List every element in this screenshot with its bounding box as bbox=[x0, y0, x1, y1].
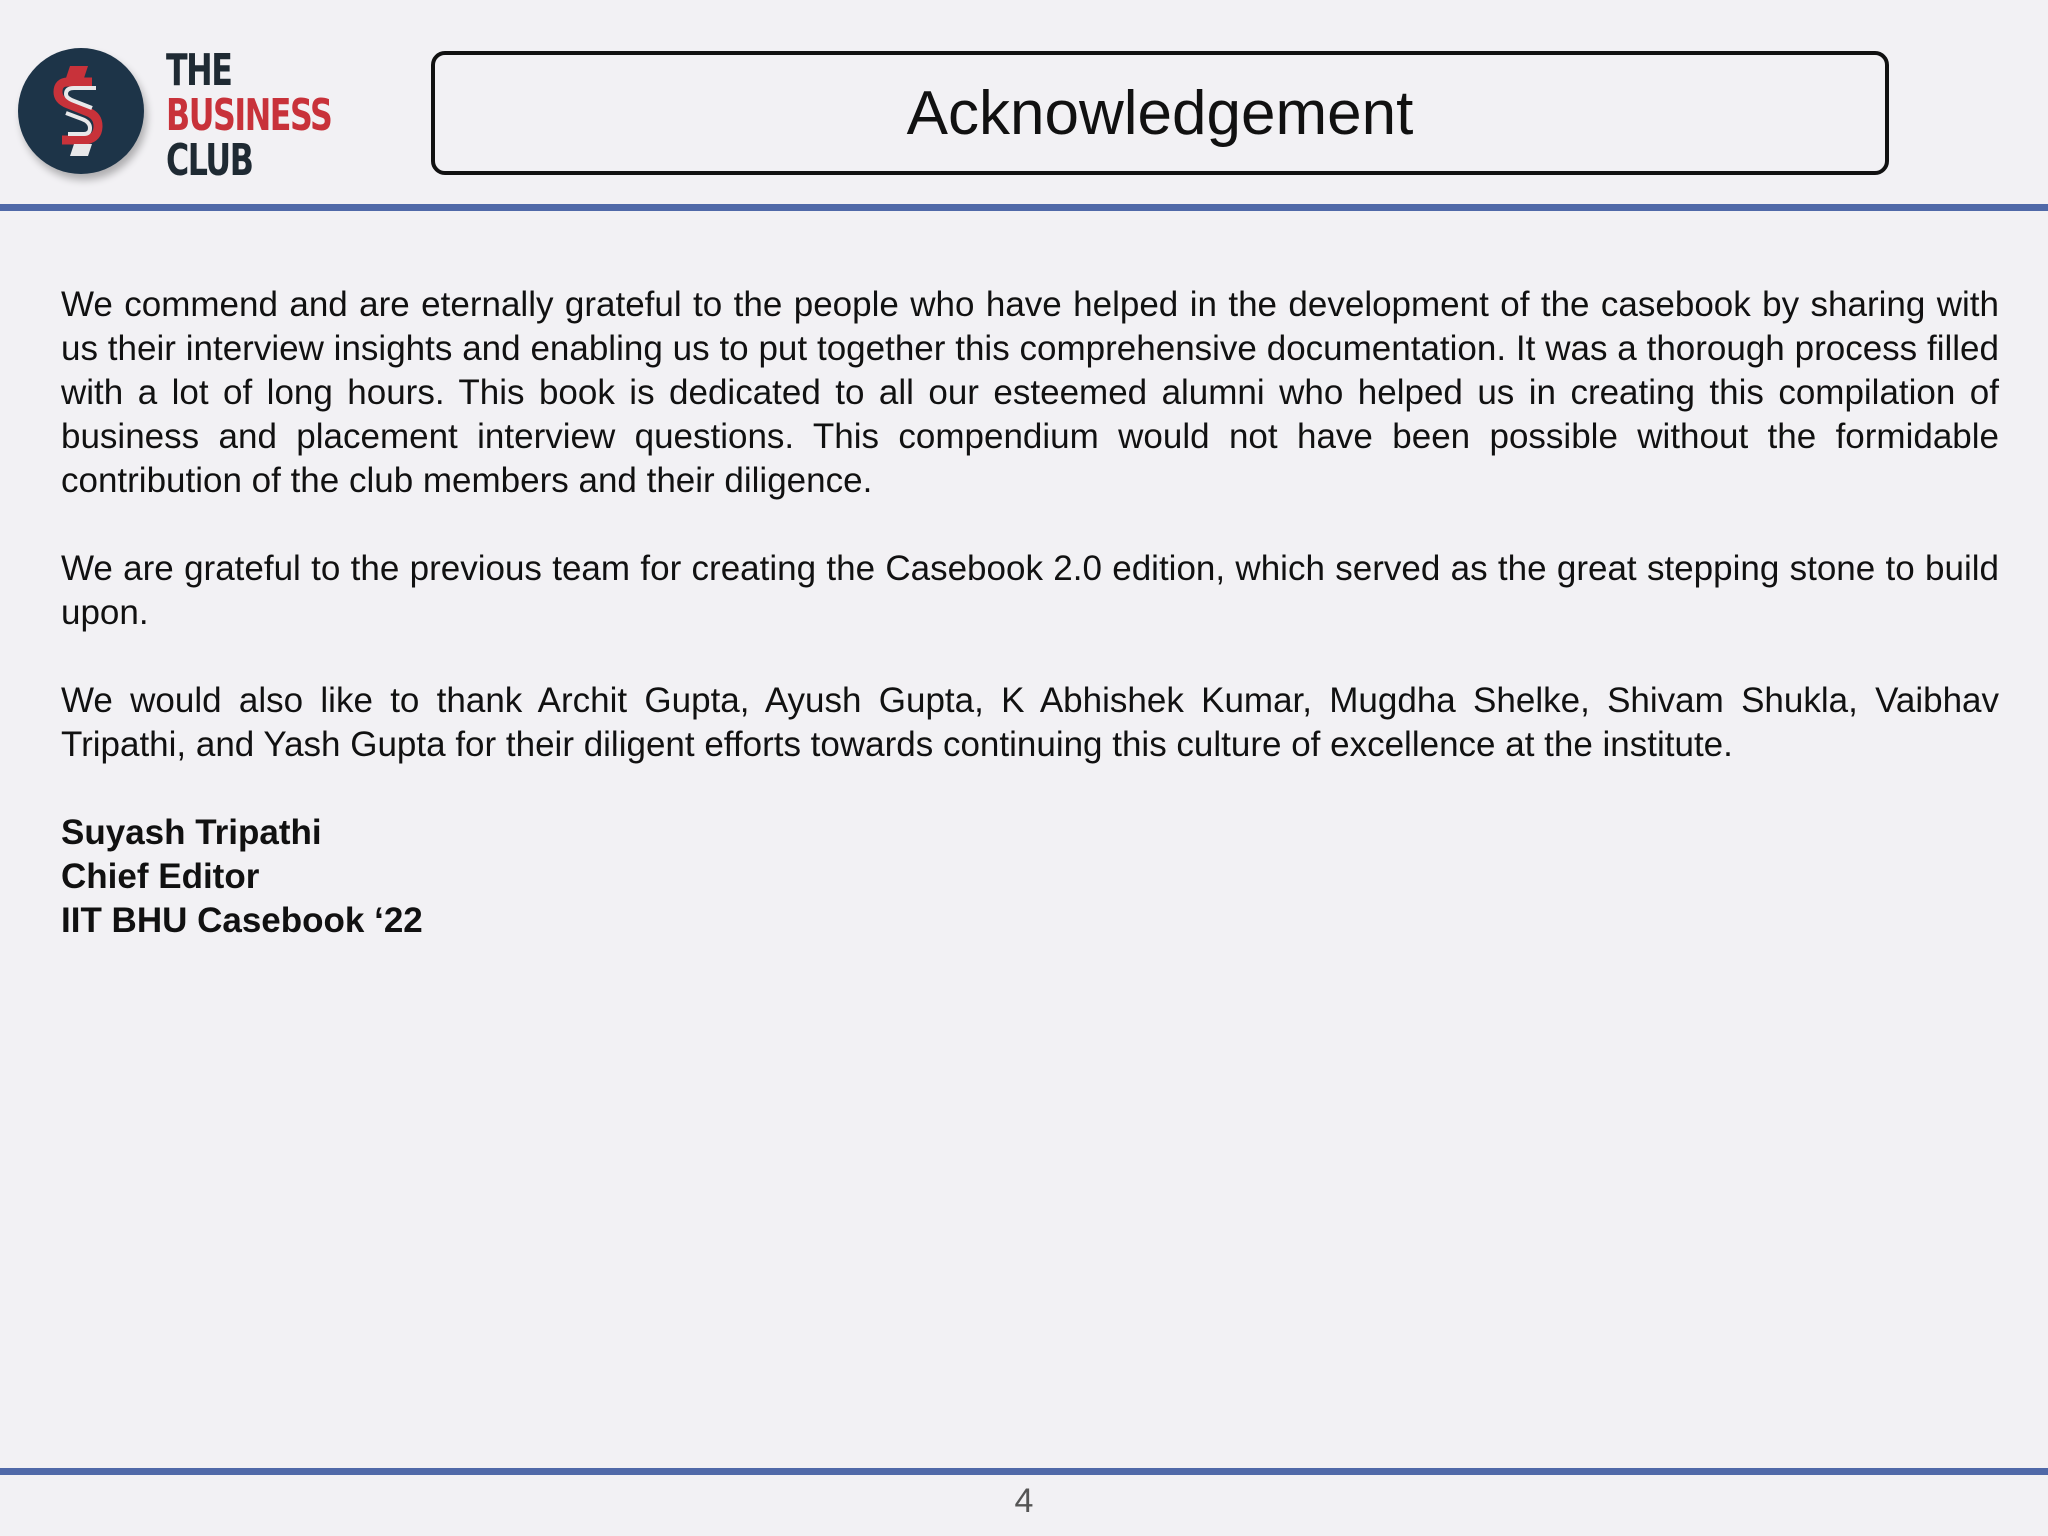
paragraph-3: We would also like to thank Archit Gupta, Ayush Gupta, K Abhishek Kumar, Mugdha Shelke, Shivam Shukla, Vaibhav Tripathi, and Yash Gupta for their diligent efforts towards continuing this culture of excellence at the institute. bbox=[61, 681, 1999, 764]
business-club-logo bbox=[18, 45, 338, 186]
page-number: 4 bbox=[1014, 1482, 1034, 1520]
signature-role: Chief Editor bbox=[61, 857, 260, 896]
page-title: Acknowledgement bbox=[906, 78, 1414, 148]
signature-publication: IIT BHU Casebook ‘22 bbox=[61, 901, 423, 940]
logo-line-the: THE bbox=[166, 45, 232, 96]
logo-badge-icon bbox=[18, 48, 144, 174]
logo-line-club: CLUB bbox=[166, 135, 253, 186]
logo-line-business: BUSINESS bbox=[166, 90, 332, 141]
header-divider bbox=[0, 204, 2048, 211]
footer-divider bbox=[0, 1468, 2048, 1475]
signature-block bbox=[61, 811, 1999, 943]
logo-wordmark bbox=[166, 45, 332, 186]
page-header bbox=[0, 0, 2048, 205]
paragraph-2: We are grateful to the previous team for creating the Casebook 2.0 edition, which served as the great stepping stone to build upon. bbox=[61, 549, 1999, 632]
paragraph-1: We commend and are eternally grateful to the people who have helped in the development of the casebook by sharing with us their interview insights and enabling us to put together this comprehensive documentation. It was a thorough process filled with a lot of long hours. This book is dedicated to all our esteemed alumni who helped us in creating this compilation of business and placement interview questions. This compendium would not have been possible without the formidable contribution of the club members and their diligence. bbox=[61, 285, 1999, 500]
title-box bbox=[431, 51, 1889, 175]
acknowledgement-body bbox=[61, 283, 1999, 943]
signature-name: Suyash Tripathi bbox=[61, 813, 322, 852]
